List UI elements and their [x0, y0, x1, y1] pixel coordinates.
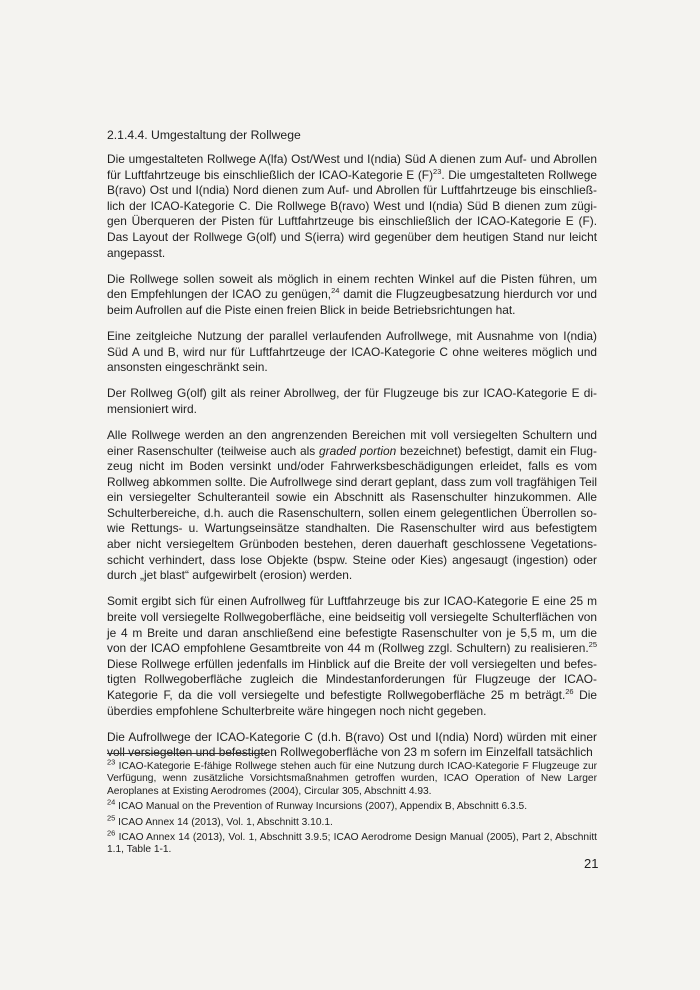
body-text — [107, 152, 597, 771]
footnote-ref-25[interactable]: 25 — [588, 640, 597, 650]
footnote-ref-23[interactable]: 23 — [433, 166, 442, 176]
footnote-divider — [107, 753, 267, 754]
footnote-24: $^{24}$ ICAO Manual on the Prevention of Runway Incursions (2007), Appendix B, Abschnitt 6.3.5. — [107, 797, 528, 813]
paragraph-4: Der Rollweg G(olf) gilt als reiner Abrollweg, der für Flugzeuge bis zur ICAO-Kategorie E dimensioniert wird. — [107, 386, 597, 416]
footnote-26: $^{26}$ ICAO Annex 14 (2013), Vol. 1, Abschnitt 3.9.5; ICAO Aerodrome Design Manual (2005), Part 2, Abschnitt 1.1, Table 1-1. — [107, 828, 597, 856]
footnote-ref-26[interactable]: 26 — [565, 686, 574, 696]
page-number: 21 — [584, 856, 599, 871]
footnote-23: $^{23}$ ICAO-Kategorie E-fähige Rollwege stehen auch für eine Nutzung durch ICAO-Kategorie F Flugzeuge zur Verfügung, wenn zusätzliche Vorsichtsmaßnahmen getroffen wurden, ICAO Operation of New Larger Aeroplanes at Existing Aerodromes (2004), Circular 305, Abschnitt 4.93. — [107, 757, 597, 797]
paragraph-3: Eine zeitgleiche Nutzung der parallel verlaufenden Aufrollwege, mit Ausnahme von I(ndia) Süd A und B, wird nur für Luftfahrtzeuge der ICAO-Kategorie C ohne weiteres möglich und ansonsten eingeschränkt sein. — [107, 328, 597, 375]
paragraph-7: Die Aufrollwege der ICAO-Kategorie C (d.h. B(ravo) Ost und I(ndia) Nord) würden mit einer voll versiegelten und befestigten Rollwegoberfläche von 23 m sofern im Einzelfall tatsächlich — [107, 729, 597, 760]
italic-term: graded portion — [319, 443, 397, 458]
section-heading: 2.1.4.4. Umgestaltung der Rollwege — [107, 128, 301, 142]
paragraph-1: Die umgestalteten Rollwege A(lfa) Ost/West und I(ndia) Süd A dienen zum Auf- und Abrollen für Luftfahrtzeuge bis einschließlich der ICAO-Kategorie E $(F)^{23}$. Die umgestalteten Rollwege B(ravo) Ost und I(ndia) Nord dienen zum Auf- und Abrollen für Luftfahrtzeuge bis einschließlich der ICAO-Kategorie C. Die Rollwege B(ravo) West und I(ndia) Süd B dienen zum zügigen Überqueren der Pisten für Luftfahrtzeuge bis einschließlich der ICAO-Kategorie E (F). Das Layout der Rollwege G(olf) und S(ierra) wird gegenüber dem heutigen Stand nur leicht angepasst. — [107, 152, 597, 260]
footnotes — [107, 757, 597, 860]
paragraph-6: Somit ergibt sich für einen Aufrollweg für Luftfahrzeuge bis zur ICAO-Kategorie E eine 25 m breite voll versiegelte Rollwegoberfläche, eine beidseitig voll versiegelte Schulterflächen von je 4 m Breite und daran anschließend eine befestigte Rasenschulter von je 5,5 m, um die von der ICAO empfohlene Gesamtbreite von 44 m (Rollweg zzgl. Schultern) zu realisieren.$^{25}$ Diese Rollwege erfüllen jedenfalls im Hinblick auf die Breite der voll versiegelten und befestigten Rollwegoberfläche zugleich die Mindestanforderungen für Flugzeuge der ICAO-Kategorie F, da die voll versiegelte und befestigte Rollwegoberfläche 25 m beträgt.$^{26}$ Die überdies empfohlene Schulterbreite wäre hingegen noch nicht gegeben. — [107, 594, 597, 718]
footnote-25: $^{25}$ ICAO Annex 14 (2013), Vol. 1, Abschnitt 3.10.1. — [107, 813, 333, 828]
footnote-ref-24[interactable]: 24 — [331, 286, 340, 296]
paragraph-5: Alle Rollwege werden an den angrenzenden Bereichen mit voll versiegelten Schultern und einer Rasenschulter (teilweise auch als graded portion bezeichnet) befestigt, damit ein Flugzeug nicht im Boden versinkt und/oder Fahrwerksbeschädigungen erleidet, falls es vom Rollweg abkommen sollte. Die Aufrollwege sind derart geplant, dass zum voll tragfähigen Teil ein versiegelter Schulteranteil sowie ein Abschnitt als Rasenschulter hinzukommen. Alle Schulterbereiche, d.h. auch die Rasenschultern, sollen einem gelegentlichen Überrollen sowie Rettungs- u. Wartungseinsätze standhalten. Die Rasenschulter wird aus befestigtem aber nicht versiegeltem Grünboden bestehen, deren dauerhaft geschlossene Vegetationsschicht verhindert, dass lose Objekte (bspw. Steine oder Kies) angesaugt (ingestion) oder durch „jet blast“ aufgewirbelt (erosion) werden. — [107, 427, 597, 583]
paragraph-2: Die Rollwege sollen soweit als möglich in einem rechten Winkel auf die Pisten führen, um den Empfehlungen der ICAO zu genügen,$^{24}$ damit die Flugzeugbesatzung hierdurch vor und beim Aufrollen auf die Piste einen freien Blick in beide Betriebsrichtungen hat. — [107, 271, 598, 317]
